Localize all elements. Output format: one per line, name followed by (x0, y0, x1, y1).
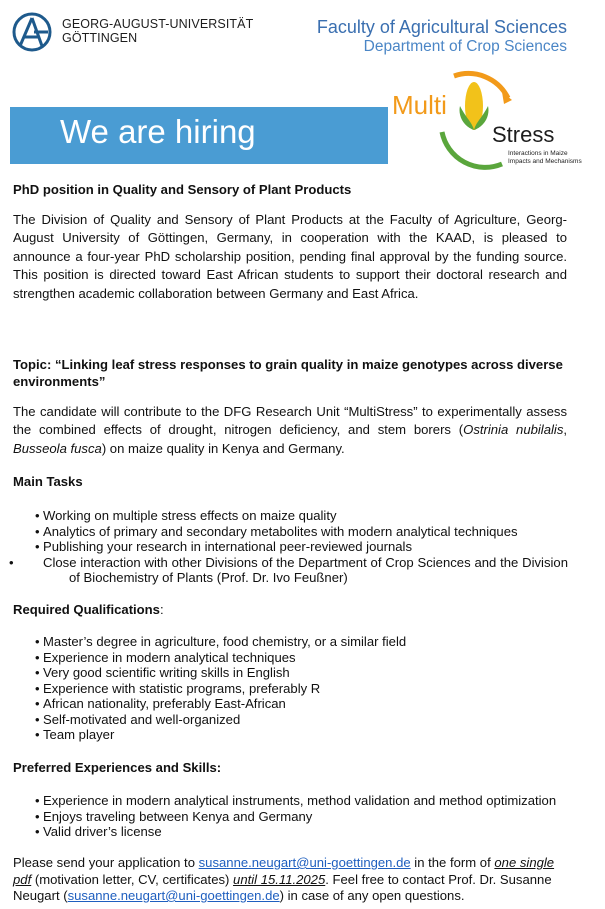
main-tasks-list (13, 508, 568, 586)
list-item: • African nationality, preferably East-African (13, 696, 568, 712)
list-item: • Master’s degree in agriculture, food chemistry, or a similar field (13, 634, 568, 650)
species-busseola: Busseola fusca (13, 440, 102, 456)
list-item: • Experience in modern analytical instruments, method validation and method optimization (13, 793, 568, 809)
position-intro: The Division of Quality and Sensory of Plant Products at the Faculty of Agriculture, Georg-August University of Göttingen, Germany, in cooperation with the KAAD, is pleased to announce a four-year PhD scholarship position, pending final approval by the funding source. This position is directed toward East African students to support their doctoral research and strengthen academic collaboration between Germany and East Africa. (13, 212, 567, 301)
list-item: • Experience with statistic programs, preferably R (13, 681, 568, 697)
topic-paragraph: The candidate will contribute to the DFG Research Unit “MultiStress” to experimentally assess the combined effects of drought, nitrogen deficiency, and stem borers (Ostrinia nubilalis, Busseola fusca) on maize quality in Kenya and Germany. (13, 404, 568, 456)
preferred-list (13, 793, 568, 840)
list-item: • Self-motivated and well-organized (13, 712, 568, 728)
list-item: • Enjoys traveling between Kenya and Germany (13, 809, 568, 825)
list-item: • Experience in modern analytical techniques (13, 650, 568, 666)
list-item: • Close interaction with other Divisions of the Department of Crop Sciences and the Division of Biochemistry of Plants (Prof. Dr. Ivo Feußner) (13, 555, 568, 586)
logo-multi-m: Multi (392, 90, 447, 120)
contact-email-link[interactable]: susanne.neugart@uni-goettingen.de (67, 888, 280, 903)
topic-heading: Topic: “Linking leaf stress responses to grain quality in maize genotypes across diverse environments” (13, 357, 563, 389)
list-item: • Analytics of primary and secondary metabolites with modern analytical techniques (13, 524, 568, 540)
email-link[interactable]: susanne.neugart@uni-goettingen.de (198, 855, 411, 870)
deadline: until 15.11.2025 (233, 871, 326, 887)
format-note: one single pdf (13, 855, 555, 887)
hiring-banner-text: We are hiring (60, 113, 256, 150)
logo-tagline-1: Interactions in Maize (508, 150, 568, 157)
preferred-heading: Preferred Experiences and Skills: (13, 760, 222, 775)
list-item: • Very good scientific writing skills in English (13, 665, 568, 681)
department-name: Department of Crop Sciences (363, 38, 567, 55)
list-item: • Valid driver’s license (13, 824, 568, 840)
multistress-logo (392, 66, 600, 174)
university-logo-icon (10, 10, 58, 54)
species-ostrinia: Ostrinia nubilalis (463, 422, 564, 438)
list-item: • Publishing your research in international peer-reviewed journals (13, 539, 568, 555)
list-item: • Working on multiple stress effects on maize quality (13, 508, 568, 524)
position-title: PhD position in Quality and Sensory of Plant Products (13, 182, 352, 197)
qualifications-list (13, 634, 568, 743)
qualifications-heading: Required Qualifications: (13, 602, 164, 617)
main-tasks-heading: Main Tasks (13, 474, 83, 489)
logo-tagline-2: Impacts and Mechanisms (508, 158, 582, 165)
list-item: • Team player (13, 727, 568, 743)
contact-paragraph: Please send your application to susanne.neugart@uni-goettingen.de in the form of one single pdf (motivation letter, CV, certificates) until 15.11.2025. Feel free to contact Prof. Dr. Susanne Neugart (susanne.neugart@uni-goettingen.de) in case of any open questions. (13, 855, 555, 903)
university-name-line1: GEORG-AUGUST-UNIVERSITÄT (62, 17, 254, 31)
logo-stress-text: Stress (492, 122, 555, 147)
faculty-name: Faculty of Agricultural Sciences (316, 17, 567, 37)
university-name-line2: GÖTTINGEN (62, 31, 138, 45)
